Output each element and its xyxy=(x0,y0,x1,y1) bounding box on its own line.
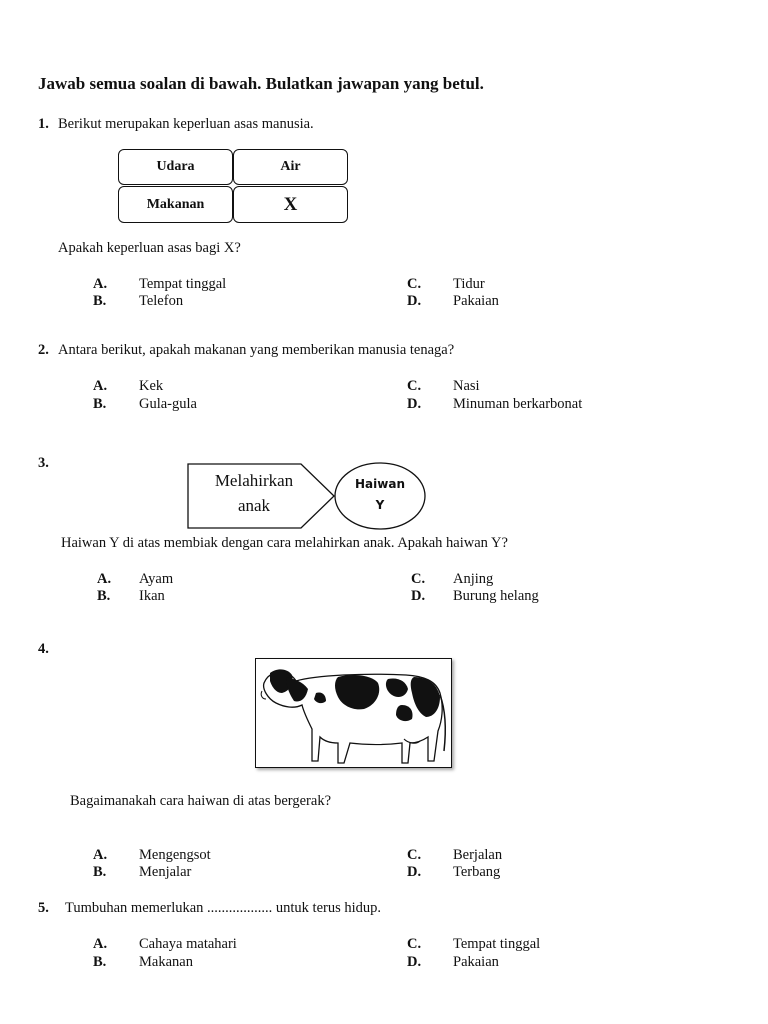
q4-option-d-letter: D. xyxy=(407,864,422,880)
q1-option-c-letter: C. xyxy=(407,276,422,292)
q3-option-d-letter: D. xyxy=(411,588,426,604)
q3-option-a[interactable]: Ayam xyxy=(139,571,174,587)
question-2-text: Antara berikut, apakah makanan yang memberikan manusia tenaga? xyxy=(58,342,455,358)
instruction-heading: Jawab semua soalan di bawah. Bulatkan jawapan yang betul. xyxy=(38,74,484,93)
q2-option-a-letter: A. xyxy=(93,378,108,394)
question-5-text: Tumbuhan memerlukan .................. untuk terus hidup. xyxy=(65,900,382,916)
q4-option-a[interactable]: Mengengsot xyxy=(139,847,211,863)
q1-option-d-letter: D. xyxy=(407,293,422,309)
q2-option-c[interactable]: Nasi xyxy=(453,378,480,394)
arrow-label-line1: Melahirkan xyxy=(214,471,294,490)
question-1-prompt: Apakah keperluan asas bagi X? xyxy=(58,240,241,256)
question-1-text: Berikut merupakan keperluan asas manusia. xyxy=(58,116,314,132)
q1-option-a[interactable]: Tempat tinggal xyxy=(139,276,227,292)
q4-option-d[interactable]: Terbang xyxy=(453,864,501,880)
q5-option-a-letter: A. xyxy=(93,936,108,952)
q4-option-c[interactable]: Berjalan xyxy=(453,847,503,863)
q3-option-b-letter: B. xyxy=(97,588,111,604)
question-4-prompt: Bagaimanakah cara haiwan di atas bergerak? xyxy=(70,793,331,809)
cow-image-frame xyxy=(255,658,452,768)
grid-cell-udara: Udara xyxy=(118,149,233,185)
q4-option-c-letter: C. xyxy=(407,847,422,863)
q2-option-a[interactable]: Kek xyxy=(139,378,164,394)
question-3-prompt: Haiwan Y di atas membiak dengan cara melahirkan anak. Apakah haiwan Y? xyxy=(61,535,508,551)
q5-option-d[interactable]: Pakaian xyxy=(453,954,499,970)
q3-option-b[interactable]: Ikan xyxy=(139,588,165,604)
cow-illustration xyxy=(256,659,450,766)
q3-option-c[interactable]: Anjing xyxy=(453,571,494,587)
q2-option-c-letter: C. xyxy=(407,378,422,394)
q3-option-d[interactable]: Burung helang xyxy=(453,588,539,604)
q5-option-a[interactable]: Cahaya matahari xyxy=(139,936,237,952)
q2-option-b[interactable]: Gula-gula xyxy=(139,396,197,412)
q1-option-a-letter: A. xyxy=(93,276,108,292)
q2-option-d[interactable]: Minuman berkarbonat xyxy=(453,396,583,412)
grid-cell-makanan: Makanan xyxy=(118,186,233,223)
q1-option-c[interactable]: Tidur xyxy=(453,276,485,292)
q1-option-b[interactable]: Telefon xyxy=(139,293,184,309)
oval-label-line2: Y xyxy=(375,498,385,512)
q5-option-d-letter: D. xyxy=(407,954,422,970)
q1-option-d[interactable]: Pakaian xyxy=(453,293,499,309)
question-2-number: 2. xyxy=(38,342,49,358)
q3-option-c-letter: C. xyxy=(411,571,426,587)
q4-option-b-letter: B. xyxy=(93,864,107,880)
grid-cell-x: X xyxy=(233,186,348,223)
oval-label-line1: Haiwan xyxy=(355,477,405,491)
question-3-number: 3. xyxy=(38,455,49,471)
q5-option-b-letter: B. xyxy=(93,954,107,970)
grid-cell-air: Air xyxy=(233,149,348,185)
q3-option-a-letter: A. xyxy=(97,571,112,587)
q4-option-b[interactable]: Menjalar xyxy=(139,864,192,880)
q2-option-b-letter: B. xyxy=(93,396,107,412)
q5-option-b[interactable]: Makanan xyxy=(139,954,193,970)
question-4-number: 4. xyxy=(38,641,49,657)
question-1-number: 1. xyxy=(38,116,49,132)
arrow-label-line2: anak xyxy=(237,496,271,515)
oval-shape xyxy=(335,463,425,529)
q5-option-c[interactable]: Tempat tinggal xyxy=(453,936,541,952)
q5-option-c-letter: C. xyxy=(407,936,422,952)
question-5-number: 5. xyxy=(38,900,49,916)
q2-option-d-letter: D. xyxy=(407,396,422,412)
q4-option-a-letter: A. xyxy=(93,847,108,863)
q1-option-b-letter: B. xyxy=(93,293,107,309)
